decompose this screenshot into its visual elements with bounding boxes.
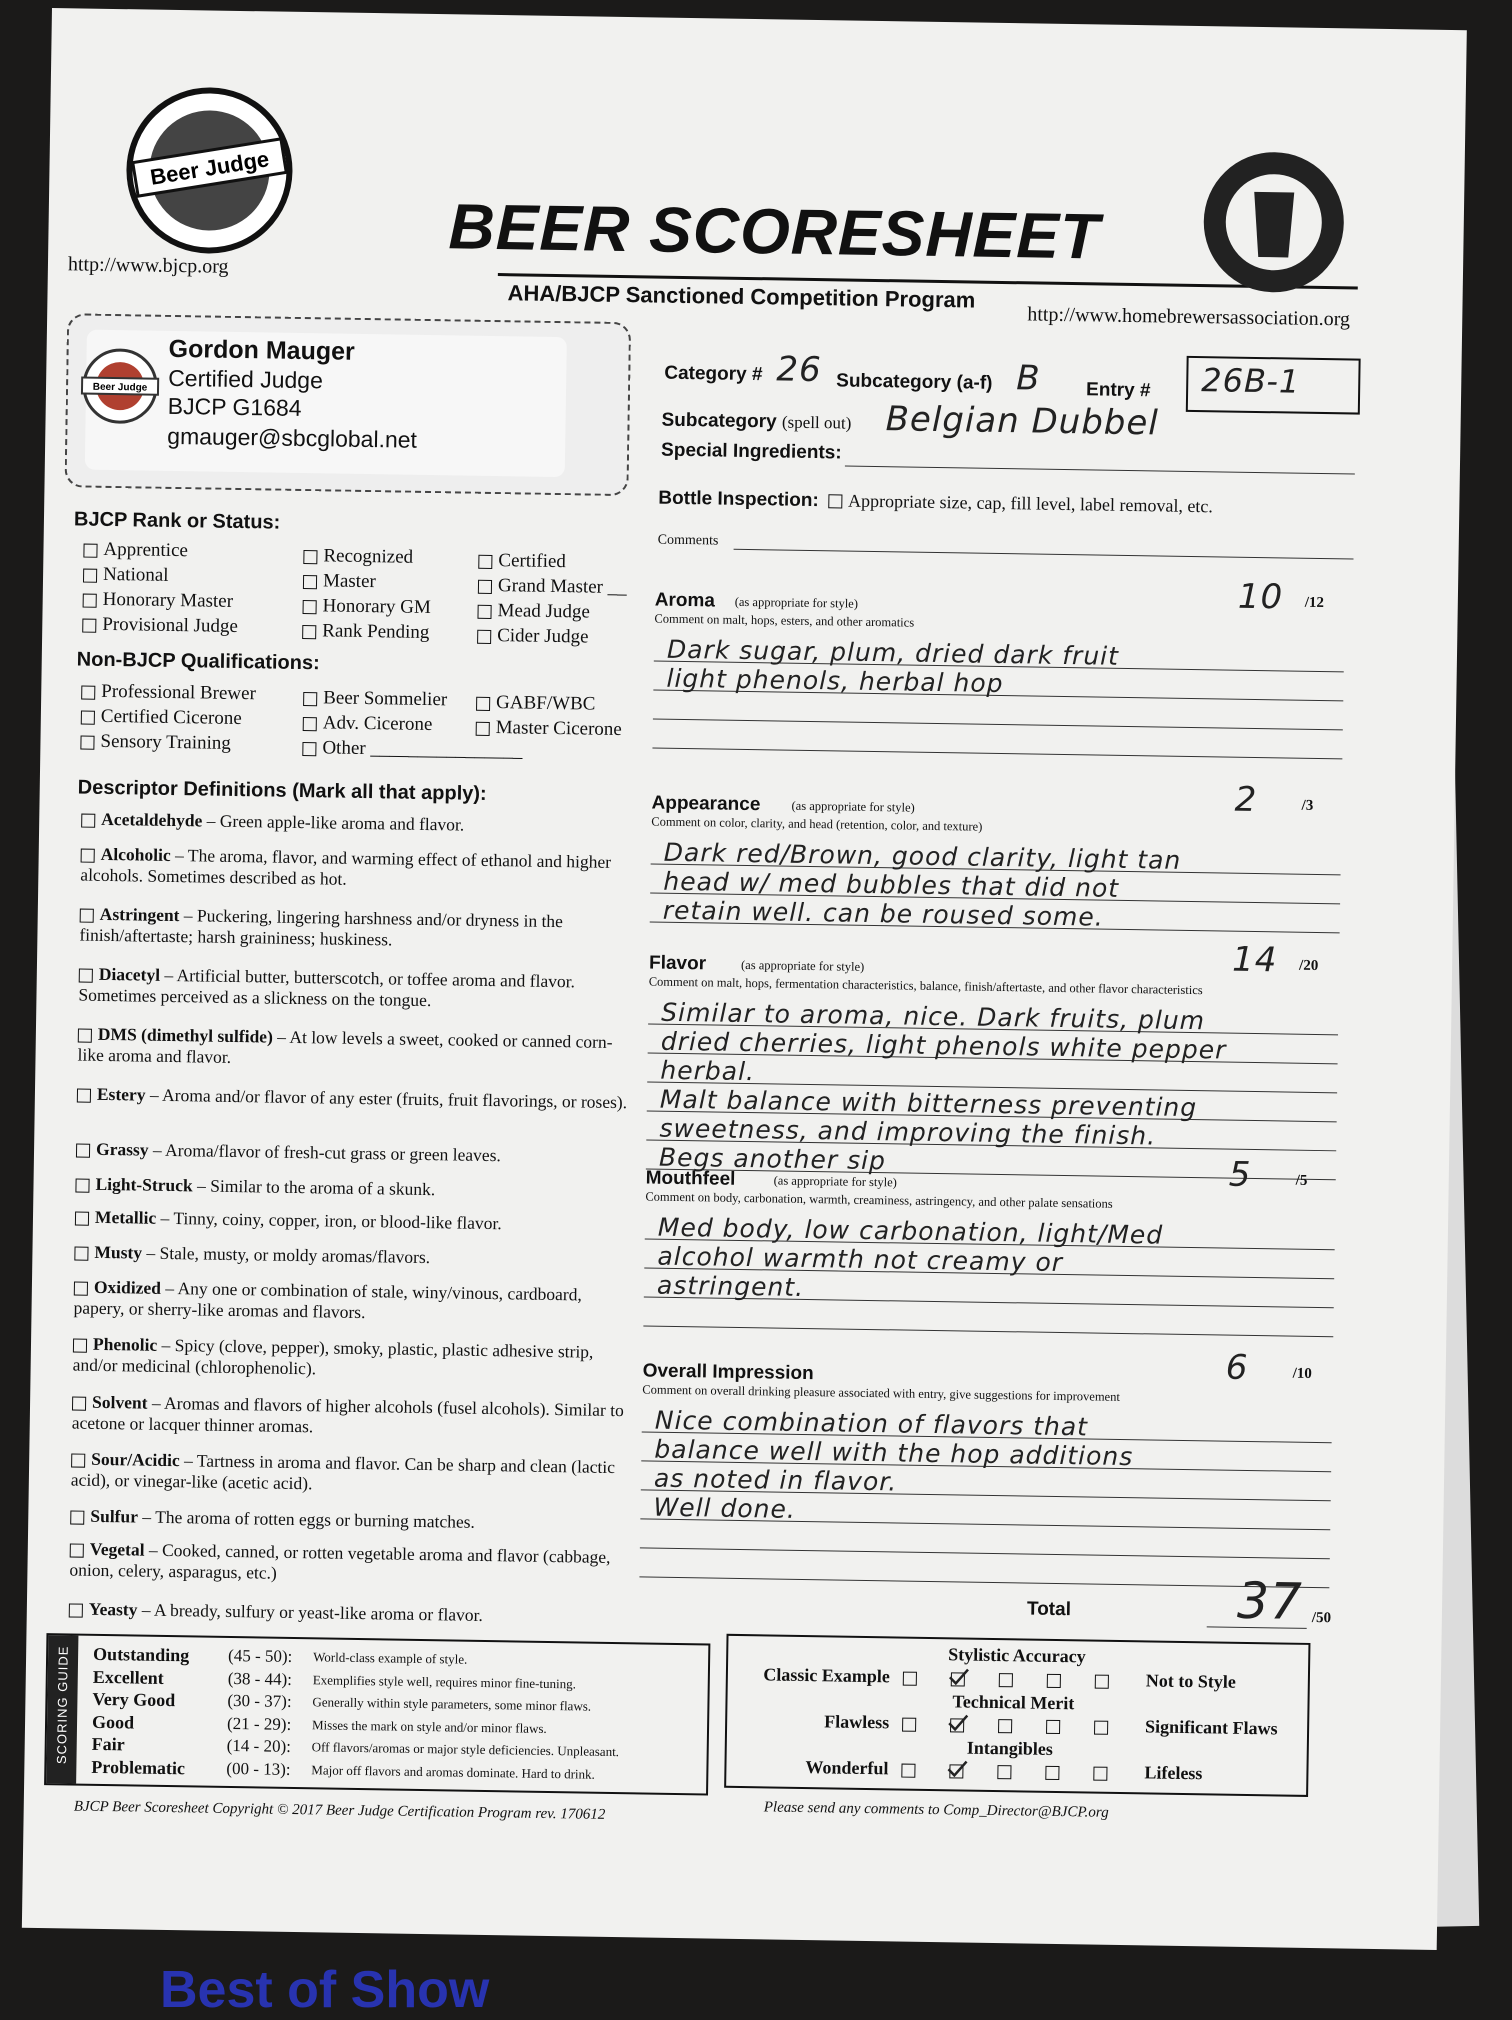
descriptor-checkbox[interactable] <box>80 909 94 923</box>
guide-rating: Problematic <box>91 1756 186 1778</box>
descriptor-definition: The aroma of rotten eggs or burning matches. <box>155 1506 476 1532</box>
svg-text:Beer Judge: Beer Judge <box>148 146 271 190</box>
descriptor-definition: Any one or combination of stale, winy/vinous, cardboard, papery, or sherry-like aromas and flavors. <box>73 1278 583 1323</box>
descriptor-term: Light-Struck <box>95 1173 193 1196</box>
guide-rating: Good <box>91 1711 135 1732</box>
qual-beer-sommelier[interactable]: Beer Sommelier <box>303 687 447 711</box>
accuracy-checkbox[interactable] <box>950 1718 964 1732</box>
accuracy-checkbox[interactable] <box>1095 1675 1109 1689</box>
accuracy-checkbox[interactable] <box>903 1672 917 1686</box>
scoring-guide <box>44 1633 710 1795</box>
descriptor-term: Phenolic <box>92 1333 158 1355</box>
section-line <box>653 719 1343 731</box>
category-value[interactable]: 26 <box>776 349 822 391</box>
category-label: Category # <box>664 362 763 386</box>
section-handwriting[interactable]: astringent. <box>656 1270 805 1302</box>
section-handwriting[interactable]: alcohol warmth not creamy or <box>657 1241 1064 1278</box>
qual-certified-cicerone[interactable]: Certified Cicerone <box>81 706 242 731</box>
section-handwriting[interactable]: balance well with the hop additions <box>654 1434 1134 1472</box>
guide-description: Generally within style parameters, some minor flaws. <box>312 1694 592 1714</box>
guide-range: (45 - 50): <box>227 1645 293 1666</box>
guide-range: (21 - 29): <box>226 1713 292 1734</box>
descriptor-term: Musty <box>94 1241 143 1263</box>
guide-description: World-class example of style. <box>313 1649 468 1667</box>
section-score[interactable]: 5 <box>1228 1154 1252 1195</box>
descriptor-item[interactable]: Phenolic – Spicy (clove, pepper), smoky, plastic, plastic adhesive strip, and/or medicinal (chlorophenolic). <box>72 1333 594 1379</box>
descriptor-checkbox[interactable] <box>71 1453 85 1467</box>
guide-rating: Very Good <box>92 1688 176 1711</box>
guide-range: (14 - 20): <box>226 1735 292 1756</box>
section-handwriting[interactable]: Well done. <box>653 1492 797 1524</box>
section-handwriting[interactable]: Dark sugar, plum, dried dark fruit <box>666 634 1120 671</box>
rank-recognized[interactable]: Recognized <box>303 545 413 569</box>
descriptor-item[interactable]: Sulfur – The aroma of rotten eggs or burning matches. <box>70 1505 630 1535</box>
descriptor-item[interactable]: Metallic – Tinny, coiny, copper, iron, or blood-like flavor. <box>75 1207 635 1237</box>
subcategory-spell-label: Subcategory (spell out) <box>661 409 852 433</box>
section-title: Appearance <box>651 792 761 816</box>
descriptor-definition: Aroma and/or flavor of any ester (fruits, fruit flavorings, or roses). <box>161 1084 628 1113</box>
guide-description: Misses the mark on style and/or minor flaws. <box>311 1716 547 1736</box>
accuracy-checkbox[interactable] <box>901 1764 915 1778</box>
rank-pending[interactable]: Rank Pending <box>302 620 429 644</box>
descriptor-term: Estery <box>96 1083 146 1105</box>
descriptor-term: Alcoholic <box>100 843 171 865</box>
section-score[interactable]: 6 <box>1225 1347 1249 1388</box>
descriptor-definition: A bready, sulfury or yeast-like aroma or flavor. <box>153 1599 483 1625</box>
rank-cider-judge[interactable]: Cider Judge <box>477 625 589 649</box>
accuracy-left-label: Wonderful <box>805 1757 889 1779</box>
rank-honorary-master[interactable]: Honorary Master <box>83 589 234 613</box>
rank-grand-master[interactable]: Grand Master __ <box>478 575 627 599</box>
descriptor-item[interactable]: Diacetyl – Artificial butter, butterscotch, or toffee aroma and flavor. Sometimes perceived as a slickness on the tongue. <box>78 963 576 1011</box>
section-handwriting[interactable]: Begs another sip <box>658 1142 887 1176</box>
section-comment-prompt: Comment on malt, hops, esters, and other aromatics <box>654 611 915 630</box>
descriptor-term: Oxidized <box>93 1276 162 1298</box>
descriptor-item[interactable]: Acetaldehyde – Green apple-like aroma and flavor. <box>81 809 641 839</box>
section-line <box>643 1325 1333 1337</box>
descriptor-item[interactable]: Oxidized – Any one or combination of stale, winy/vinous, cardboard, papery, or sherry-like aromas and flavors. <box>73 1276 583 1323</box>
accuracy-checkbox[interactable] <box>997 1765 1011 1779</box>
descriptor-definition: The aroma, flavor, and warming effect of ethanol and higher alcohols. Sometimes described as hot. <box>80 845 612 889</box>
qual-heading: Non-BJCP Qualifications: <box>76 648 320 675</box>
descriptor-definition: Stale, musty, or moldy aromas/flavors. <box>159 1242 431 1268</box>
section-handwriting[interactable]: Med body, low carbonation, light/Med <box>657 1212 1164 1250</box>
section-handwriting[interactable]: Malt balance with bitterness preventing <box>659 1084 1198 1123</box>
descriptor-checkbox[interactable] <box>70 1510 84 1524</box>
section-comment-prompt: Comment on malt, hops, fermentation characteristics, balance, finish/aftertaste, and other flavor characteristics <box>648 974 1203 998</box>
descriptor-heading: Descriptor Definitions (Mark all that apply): <box>77 776 487 805</box>
stylistic-accuracy-label: Stylistic Accuracy <box>948 1644 1086 1667</box>
guide-description: Exemplifies style well, requires minor fine-tuning. <box>312 1671 577 1691</box>
accuracy-box <box>724 1634 1310 1797</box>
descriptor-checkbox[interactable] <box>75 1211 89 1225</box>
entry-label: Entry # <box>1085 379 1151 402</box>
accuracy-checkbox[interactable] <box>1045 1766 1059 1780</box>
section-comment-prompt: Comment on color, clarity, and head (retention, color, and texture) <box>651 814 983 834</box>
rank-mead-judge[interactable]: Mead Judge <box>477 600 590 624</box>
descriptor-term: Acetaldehyde <box>101 808 203 831</box>
section-handwriting[interactable]: Similar to aroma, nice. Dark fruits, plum <box>661 997 1206 1036</box>
rank-provisional[interactable]: Provisional Judge <box>82 614 238 638</box>
descriptor-term: Vegetal <box>89 1538 145 1560</box>
descriptor-checkbox[interactable] <box>73 1338 87 1352</box>
guide-rating: Outstanding <box>92 1643 190 1666</box>
aha-logo <box>1198 146 1350 298</box>
qual-sensory-training[interactable]: Sensory Training <box>80 731 231 755</box>
descriptor-definition: Artificial butter, butterscotch, or toffee aroma and flavor. Sometimes perceived as a slickness on the tongue. <box>78 965 576 1011</box>
guide-description: Major off flavors and aromas dominate. Hard to drink. <box>311 1761 595 1782</box>
descriptor-definition: Spicy (clove, pepper), smoky, plastic, plastic adhesive strip, and/or medicinal (chlorophenolic). <box>72 1335 594 1379</box>
descriptor-definition: Cooked, canned, or rotten vegetable aroma and flavor (cabbage, onion, celery, asparagus, etc.) <box>69 1539 611 1583</box>
section-max: /3 <box>1301 797 1314 814</box>
special-ingredients-line <box>845 466 1355 475</box>
accuracy-checkbox[interactable] <box>902 1718 916 1732</box>
accuracy-checkbox[interactable] <box>998 1719 1012 1733</box>
section-max: /20 <box>1298 957 1319 975</box>
descriptor-term: Yeasty <box>88 1598 138 1620</box>
descriptor-definition: Tartness in aroma and flavor. Can be sharp and clean (lactic acid), or vinegar-like (acetic acid). <box>70 1450 616 1494</box>
page-title: BEER SCORESHEET <box>448 190 1101 273</box>
descriptor-checkbox[interactable] <box>79 969 93 983</box>
subtitle: AHA/BJCP Sanctioned Competition Program <box>507 280 976 313</box>
descriptor-item[interactable]: Alcoholic – The aroma, flavor, and warming effect of ethanol and higher alcohols. Sometimes described as hot. <box>80 843 612 889</box>
section-handwriting[interactable]: light phenols, herbal hop <box>666 663 1004 699</box>
descriptor-definition: Aroma/flavor of fresh-cut grass or green leaves. <box>164 1139 502 1166</box>
descriptor-checkbox[interactable] <box>69 1603 83 1617</box>
section-hint: (as appropriate for style) <box>734 594 859 611</box>
descriptor-checkbox[interactable] <box>76 1144 90 1158</box>
section-comment-prompt: Comment on overall drinking pleasure associated with entry, give suggestions for improvement <box>642 1382 1120 1404</box>
section-max: /12 <box>1304 594 1325 612</box>
descriptor-term: Diacetyl <box>98 963 161 985</box>
section-title: Mouthfeel <box>645 1167 736 1190</box>
rank-heading: BJCP Rank or Status: <box>73 508 281 534</box>
aha-url: http://www.homebrewersassociation.org <box>1027 303 1351 331</box>
qual-master-cicerone[interactable]: Master Cicerone <box>476 717 622 741</box>
intangibles-label: Intangibles <box>966 1737 1053 1759</box>
descriptor-item[interactable]: Solvent – Aromas and flavors of higher alcohols (fusel alcohols). Similar to acetone or lacquer thinner aromas. <box>71 1391 624 1437</box>
section-score[interactable]: 10 <box>1237 576 1284 618</box>
section-handwriting[interactable]: head w/ med bubbles that did not <box>663 866 1120 903</box>
descriptor-item[interactable]: Light-Struck – Similar to the aroma of a skunk. <box>75 1174 635 1204</box>
total-score[interactable]: 37 <box>1236 1571 1304 1631</box>
guide-range: (00 - 13): <box>226 1758 291 1779</box>
descriptor-checkbox[interactable] <box>74 1281 88 1295</box>
scoring-guide-tab: SCORING GUIDE <box>46 1635 78 1783</box>
descriptor-item[interactable]: Yeasty – A bready, sulfury or yeast-like aroma or flavor. <box>69 1598 629 1628</box>
descriptor-term: Metallic <box>94 1206 157 1228</box>
bottle-label: Bottle Inspection: Appropriate size, cap, fill level, label removal, etc. <box>658 487 1214 517</box>
section-handwriting[interactable]: dried cherries, light phenols white pepper <box>660 1026 1227 1065</box>
descriptor-term: Astringent <box>99 903 180 926</box>
descriptor-checkbox[interactable] <box>74 1246 88 1260</box>
rank-master[interactable]: Master <box>303 570 376 593</box>
section-score[interactable]: 14 <box>1231 939 1278 981</box>
descriptor-item[interactable]: Grassy – Aroma/flavor of fresh-cut grass or green leaves. <box>76 1139 636 1169</box>
section-title: Aroma <box>654 589 716 612</box>
rank-national[interactable]: National <box>83 564 169 587</box>
descriptor-item[interactable]: Sour/Acidic – Tartness in aroma and flavor. Can be sharp and clean (lactic acid), or vinegar-like (acetic acid). <box>70 1448 616 1494</box>
descriptor-definition: Similar to the aroma of a skunk. <box>210 1175 436 1200</box>
section-line <box>640 1547 1330 1559</box>
special-ingredients-label: Special Ingredients: <box>660 439 842 464</box>
guide-range: (38 - 44): <box>227 1668 293 1689</box>
section-hint: (as appropriate for style) <box>773 1173 897 1190</box>
qual-other[interactable]: Other ________________ <box>302 737 522 762</box>
descriptor-definition: Aromas and flavors of higher alcohols (fusel alcohols). Similar to acetone or lacquer thinner aromas. <box>71 1392 624 1437</box>
descriptor-item[interactable]: Vegetal – Cooked, canned, or rotten vegetable aroma and flavor (cabbage, onion, celery, asparagus, etc.) <box>69 1538 611 1583</box>
descriptor-definition: Tinny, coiny, copper, iron, or blood-like flavor. <box>173 1208 502 1234</box>
accuracy-left-label: Classic Example <box>763 1664 891 1687</box>
descriptor-checkbox[interactable] <box>81 814 95 828</box>
rank-honorary-gm[interactable]: Honorary GM <box>302 595 431 619</box>
guide-rating: Excellent <box>92 1666 164 1688</box>
accuracy-right-label: Not to Style <box>1145 1670 1236 1692</box>
bleed-through-text: Best of Show <box>160 1961 490 2019</box>
judge-name: Gordon Mauger <box>168 334 355 366</box>
descriptor-term: Sour/Acidic <box>91 1448 180 1471</box>
section-max: /10 <box>1292 1365 1312 1382</box>
descriptor-definition: At low levels a sweet, cooked or canned corn-like aroma and flavor. <box>77 1026 613 1067</box>
section-title: Flavor <box>648 952 707 975</box>
total-max: /50 <box>1311 1609 1332 1627</box>
descriptor-term: Solvent <box>91 1391 148 1413</box>
section-title: Overall Impression <box>642 1360 814 1385</box>
subcategory-spelled[interactable]: Belgian Dubbel <box>885 399 1160 444</box>
subcategory-value[interactable]: B <box>1015 358 1041 399</box>
section-hint: (as appropriate for style) <box>740 957 865 974</box>
descriptor-definition: Puckering, lingering harshness and/or dryness in the finish/aftertaste; harsh graininess; huskiness. <box>79 905 564 950</box>
qual-adv-cicerone[interactable]: Adv. Cicerone <box>303 712 433 736</box>
section-hint: (as appropriate for style) <box>791 798 915 815</box>
guide-rating: Fair <box>91 1733 125 1755</box>
section-handwriting[interactable]: Nice combination of flavors that <box>654 1405 1089 1442</box>
qual-gabf-wbc[interactable]: GABF/WBC <box>476 692 596 716</box>
descriptor-item[interactable]: DMS (dimethyl sulfide) – At low levels a sweet, cooked or canned corn-like aroma and flavor. <box>77 1023 613 1067</box>
accuracy-left-label: Flawless <box>824 1711 890 1733</box>
judge-label-area <box>64 313 631 496</box>
svg-text:Beer Judge: Beer Judge <box>92 381 148 394</box>
descriptor-term: Grassy <box>95 1138 149 1160</box>
bjcp-logo <box>118 79 301 262</box>
section-handwriting[interactable]: Dark red/Brown, good clarity, light tan <box>663 837 1182 875</box>
footer-copyright: BJCP Beer Scoresheet Copyright © 2017 Beer Judge Certification Program rev. 170612 <box>73 1798 606 1823</box>
section-handwriting[interactable]: retain well. can be roused some. <box>662 895 1104 932</box>
descriptor-checkbox[interactable] <box>70 1543 84 1557</box>
subcategory-label: Subcategory (a-f) <box>836 370 993 394</box>
rank-apprentice[interactable]: Apprentice <box>83 539 188 563</box>
bjcp-url: http://www.bjcp.org <box>67 253 229 278</box>
section-line <box>639 1576 1329 1588</box>
judge-rank: Certified Judge <box>168 364 324 394</box>
section-line <box>652 748 1342 760</box>
accuracy-checkbox[interactable] <box>951 1672 965 1686</box>
accuracy-right-label: Lifeless <box>1144 1762 1203 1784</box>
accuracy-checkbox[interactable] <box>1094 1721 1108 1735</box>
rank-certified[interactable]: Certified <box>478 550 566 573</box>
descriptor-checkbox[interactable] <box>75 1178 89 1192</box>
accuracy-right-label: Significant Flaws <box>1144 1716 1278 1739</box>
descriptor-item[interactable]: Estery – Aroma and/or flavor of any ester (fruits, fruit flavorings, or roses). <box>77 1084 637 1114</box>
judge-email: gmauger@sbcglobal.net <box>167 422 418 453</box>
descriptor-checkbox[interactable] <box>77 1089 91 1103</box>
accuracy-checkbox[interactable] <box>999 1673 1013 1687</box>
entry-value[interactable]: 26B-1 <box>1200 361 1301 401</box>
section-handwriting[interactable]: herbal. <box>660 1055 756 1087</box>
footer-comments: Please send any comments to Comp_Director@BJCP.org <box>763 1799 1109 1821</box>
descriptor-definition: Green apple-like aroma and flavor. <box>219 810 465 835</box>
descriptor-checkbox[interactable] <box>72 1396 86 1410</box>
section-handwriting[interactable]: sweetness, and improving the finish. <box>659 1113 1157 1151</box>
descriptor-item[interactable]: Musty – Stale, musty, or moldy aromas/flavors. <box>74 1242 634 1272</box>
section-max: /5 <box>1295 1172 1308 1189</box>
total-label: Total <box>1026 1598 1072 1621</box>
technical-merit-label: Technical Merit <box>952 1691 1075 1714</box>
descriptor-checkbox[interactable] <box>81 849 95 863</box>
section-score[interactable]: 2 <box>1234 779 1258 821</box>
comments-line <box>734 549 1354 560</box>
section-comment-prompt: Comment on body, carbonation, warmth, creaminess, astringency, and other palate sensations <box>645 1189 1113 1211</box>
accuracy-checkbox[interactable] <box>949 1764 963 1778</box>
descriptor-checkbox[interactable] <box>78 1029 92 1043</box>
guide-description: Off flavors/aromas or major style deficiencies. Unpleasant. <box>311 1739 620 1760</box>
judge-id: BJCP G1684 <box>167 392 302 421</box>
descriptor-term: Sulfur <box>90 1505 139 1527</box>
judge-sticker-logo <box>79 345 160 426</box>
descriptor-term: DMS (dimethyl sulfide) <box>97 1023 274 1047</box>
accuracy-checkbox[interactable] <box>1093 1767 1107 1781</box>
guide-range: (30 - 37): <box>227 1690 292 1711</box>
section-handwriting[interactable]: as noted in flavor. <box>653 1463 898 1497</box>
comments-label: Comments <box>657 532 719 549</box>
accuracy-checkbox[interactable] <box>1046 1720 1060 1734</box>
descriptor-item[interactable]: Astringent – Puckering, lingering harshness and/or dryness in the finish/aftertaste; harsh graininess; huskiness. <box>79 903 564 950</box>
scoresheet-page <box>22 8 1467 1950</box>
accuracy-checkbox[interactable] <box>1047 1674 1061 1688</box>
qual-professional-brewer[interactable]: Professional Brewer <box>81 681 256 706</box>
